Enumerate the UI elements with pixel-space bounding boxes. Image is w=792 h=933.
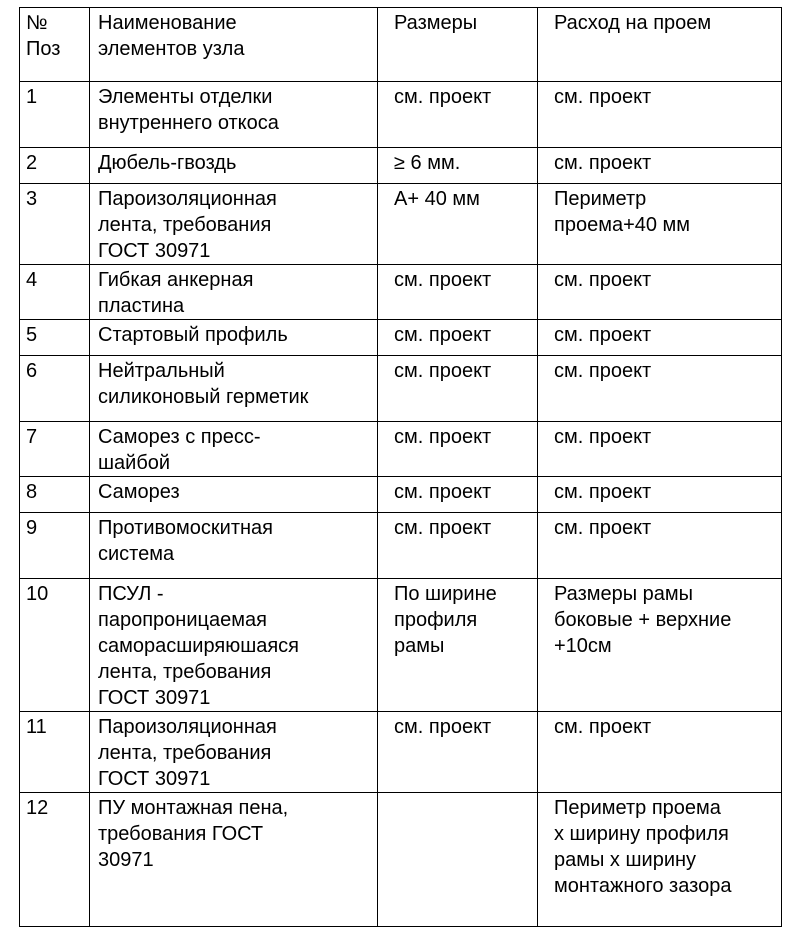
- cell-position: 5: [20, 320, 90, 356]
- cell-dimensions: см. проект: [378, 712, 538, 793]
- cell-consumption: см. проект: [538, 356, 782, 422]
- cell-consumption: см. проект: [538, 477, 782, 513]
- cell-dimensions: см. проект: [378, 356, 538, 422]
- cell-name: Пароизоляционная лента, требования ГОСТ 30971: [90, 712, 378, 793]
- cell-position: 6: [20, 356, 90, 422]
- cell-dimensions: см. проект: [378, 265, 538, 320]
- cell-consumption: см. проект: [538, 422, 782, 477]
- cell-dimensions: см. проект: [378, 320, 538, 356]
- cell-name: Пароизоляционная лента, требования ГОСТ 30971: [90, 184, 378, 265]
- table-row: [20, 422, 782, 477]
- cell-consumption: см. проект: [538, 82, 782, 148]
- cell-name: ПСУЛ - паропроницаемая саморасширяюшаяся лента, требования ГОСТ 30971: [90, 579, 378, 712]
- cell-name: Саморез: [90, 477, 378, 513]
- cell-position: 1: [20, 82, 90, 148]
- cell-name: Противомоскитная система: [90, 513, 378, 579]
- cell-position: 11: [20, 712, 90, 793]
- cell-name: Дюбель-гвоздь: [90, 148, 378, 184]
- table-row: [20, 477, 782, 513]
- table-header-row: [20, 8, 782, 82]
- cell-consumption: Размеры рамы боковые + верхние +10см: [538, 579, 782, 712]
- cell-dimensions: см. проект: [378, 422, 538, 477]
- cell-consumption: см. проект: [538, 712, 782, 793]
- cell-consumption: см. проект: [538, 148, 782, 184]
- cell-dimensions: По ширине профиля рамы: [378, 579, 538, 712]
- cell-dimensions: ≥ 6 мм.: [378, 148, 538, 184]
- table-row: [20, 184, 782, 265]
- cell-dimensions: см. проект: [378, 82, 538, 148]
- cell-consumption: см. проект: [538, 265, 782, 320]
- cell-position: 2: [20, 148, 90, 184]
- table-row: [20, 82, 782, 148]
- table-row: [20, 579, 782, 712]
- cell-position: 8: [20, 477, 90, 513]
- cell-consumption: см. проект: [538, 320, 782, 356]
- table-row: [20, 356, 782, 422]
- cell-name: Элементы отделки внутреннего откоса: [90, 82, 378, 148]
- cell-dimensions: А+ 40 мм: [378, 184, 538, 265]
- cell-consumption: Периметр проема х ширину профиля рамы х ширину монтажного зазора: [538, 793, 782, 927]
- cell-name: Гибкая анкерная пластина: [90, 265, 378, 320]
- table-row: [20, 148, 782, 184]
- table-row: [20, 320, 782, 356]
- cell-position: 7: [20, 422, 90, 477]
- header-position-number: № Поз: [20, 8, 90, 82]
- table-row: [20, 793, 782, 927]
- cell-position: 4: [20, 265, 90, 320]
- table-row: [20, 513, 782, 579]
- cell-name: Стартовый профиль: [90, 320, 378, 356]
- cell-dimensions: см. проект: [378, 477, 538, 513]
- cell-position: 12: [20, 793, 90, 927]
- cell-position: 10: [20, 579, 90, 712]
- header-element-name: Наименование элементов узла: [90, 8, 378, 82]
- cell-consumption: см. проект: [538, 513, 782, 579]
- cell-name: Нейтральный силиконовый герметик: [90, 356, 378, 422]
- cell-dimensions: см. проект: [378, 513, 538, 579]
- cell-position: 9: [20, 513, 90, 579]
- cell-dimensions: [378, 793, 538, 927]
- cell-name: Саморез с пресс- шайбой: [90, 422, 378, 477]
- header-dimensions: Размеры: [378, 8, 538, 82]
- cell-position: 3: [20, 184, 90, 265]
- specification-table: [19, 7, 782, 927]
- header-consumption: Расход на проем: [538, 8, 782, 82]
- cell-name: ПУ монтажная пена, требования ГОСТ 30971: [90, 793, 378, 927]
- table-row: [20, 712, 782, 793]
- table-row: [20, 265, 782, 320]
- cell-consumption: Периметр проема+40 мм: [538, 184, 782, 265]
